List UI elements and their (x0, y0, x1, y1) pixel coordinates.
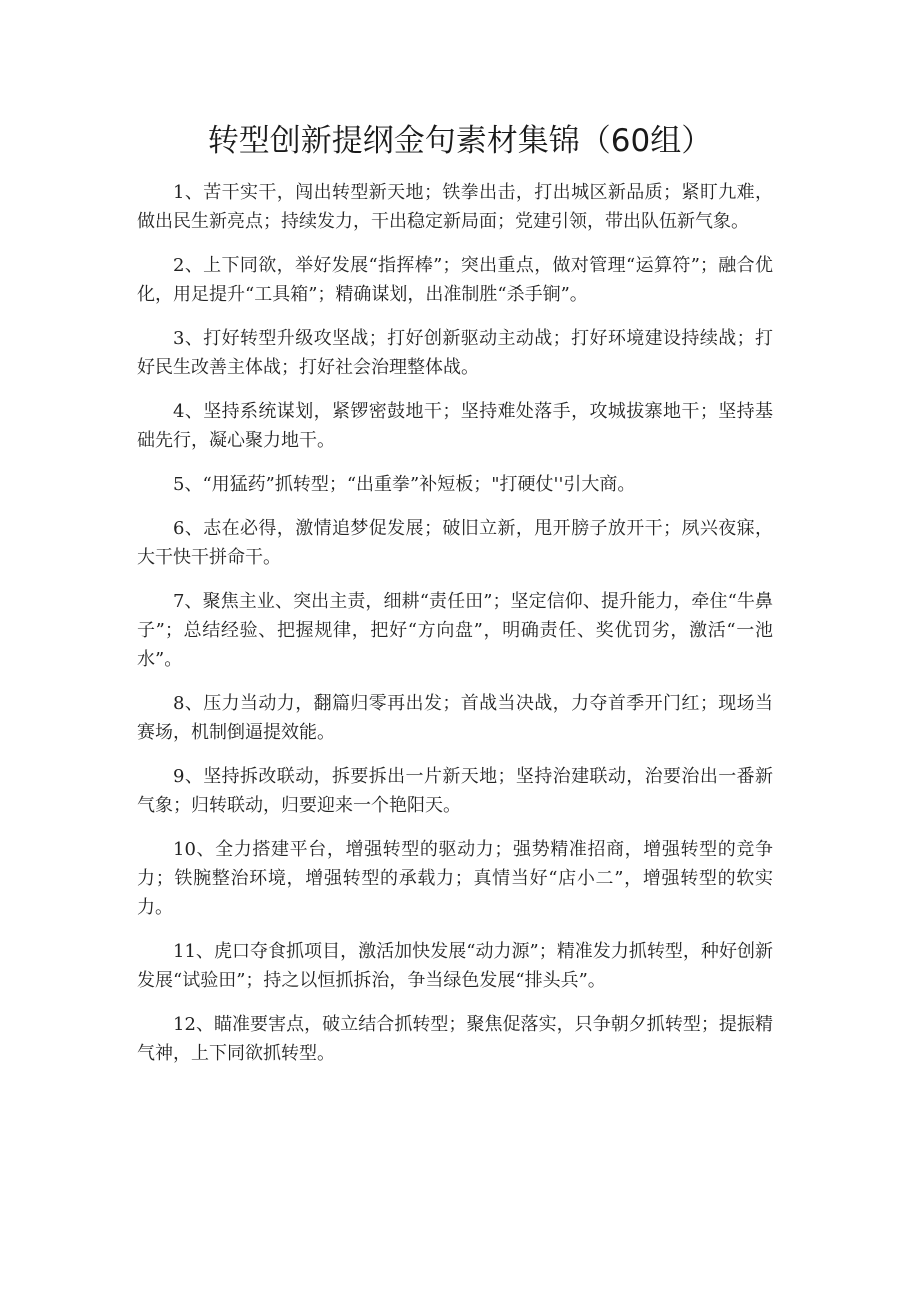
paragraph: 7、聚焦主业、突出主责，细耕“责任田”；坚定信仰、提升能力，牵住“牛鼻子”；总结经验、把握规律，把好“方向盘”，明确责任、奖优罚劣，激活“一池水”。 (137, 591, 773, 670)
document-title: 转型创新提纲金句素材集锦（60组） (207, 123, 713, 159)
paragraph: 8、压力当动力，翻篇归零再出发；首战当决战，力夺首季开门红；现场当赛场，机制倒逼提效能。 (137, 693, 773, 743)
paragraph: 12、瞄准要害点，破立结合抓转型；聚焦促落实，只争朝夕抓转型；提振精气神，上下同欲抓转型。 (137, 1014, 773, 1064)
paragraph: 9、坚持拆改联动，拆要拆出一片新天地；坚持治建联动，治要治出一番新气象；归转联动，归要迎来一个艳阳天。 (137, 766, 773, 816)
paragraph: 4、坚持系统谋划，紧锣密鼓地干；坚持难处落手，攻城拔寨地干；坚持基础先行，凝心聚力地干。 (137, 401, 773, 451)
paragraph: 2、上下同欲，举好发展“指挥棒”；突出重点，做对管理“运算符”；融合优化，用足提升“工具箱”；精确谋划，出准制胜“杀手锏”。 (137, 255, 773, 305)
paragraph: 10、全力搭建平台，增强转型的驱动力；强势精准招商，增强转型的竞争力；铁腕整治环境，增强转型的承载力；真情当好“店小二”，增强转型的软实力。 (137, 839, 773, 918)
paragraph: 3、打好转型升级攻坚战；打好创新驱动主动战；打好环境建设持续战；打好民生改善主体战；打好社会治理整体战。 (137, 328, 773, 378)
paragraph: 5、“用猛药”抓转型；“出重拳”补短板；"打硬仗''引大商。 (173, 474, 636, 495)
paragraph: 6、志在必得，激情追梦促发展；破旧立新，甩开膀子放开干；夙兴夜寐，大干快干拼命干。 (137, 518, 773, 568)
paragraph: 11、虎口夺食抓项目，激活加快发展“动力源”；精准发力抓转型，种好创新发展“试验田”；持之以恒抓拆治，争当绿色发展“排头兵”。 (137, 941, 773, 991)
document-body (137, 178, 773, 1083)
paragraph: 1、苦干实干，闯出转型新天地；铁拳出击，打出城区新品质；紧盯九难，做出民生新亮点；持续发力，干出稳定新局面；党建引领，带出队伍新气象。 (137, 182, 773, 232)
